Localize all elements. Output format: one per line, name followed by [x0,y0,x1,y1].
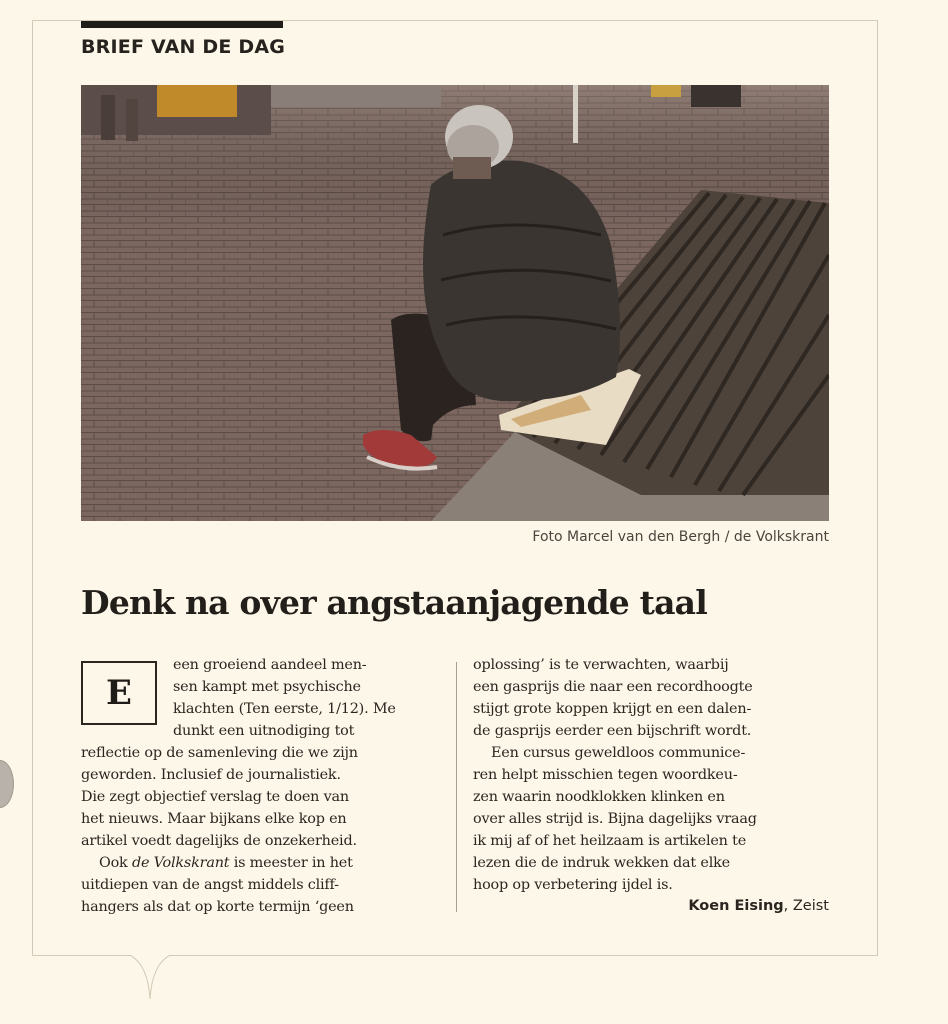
body-line: ik mij af of het heilzaam is artikelen te [473,833,747,849]
body-line: hangers als dat op korte termijn ‘geen [81,899,354,915]
section-rule [81,21,283,28]
body-line: hoop op verbetering ijdel is. [473,877,673,893]
body-line: ren helpt misschien tegen woordkeu- [473,767,738,783]
body-line: Die zegt objectief verslag te doen van [81,789,349,805]
publication-name: de Volkskrant [131,855,230,871]
body-line: het nieuws. Maar bijkans elke kop en [81,811,347,827]
author-name: Koen Eising [688,898,784,914]
body-line: uitdiepen van de angst middels cliff- [81,877,339,893]
body-line: Een cursus geweldloos communice- [491,745,746,761]
body-line: over alles strijd is. Bijna dagelijks vraag [473,811,757,827]
body-line: dunkt een uitnodiging tot [173,723,355,739]
drop-cap-letter: E [106,673,132,713]
article-headline: Denk na over angstaanjagende taal [81,583,707,622]
section-kicker: BRIEF VAN DE DAG [81,36,286,58]
article-photo [81,85,829,521]
body-line: oplossing’ is te verwachten, waarbij [473,657,729,673]
body-line: een groeiend aandeel men- [173,657,367,673]
photo-credit: Foto Marcel van den Bergh / de Volkskrant [532,529,829,545]
body-line: een gasprijs die naar een recordhoogte [473,679,753,695]
drop-cap [81,661,157,725]
body-line: artikel voedt dagelijks de onzekerheid. [81,833,357,849]
body-line: lezen die de indruk wekken dat elke [473,855,730,871]
body-line: de gasprijs eerder een bijschrift wordt. [473,723,752,739]
body-line: zen waarin noodklokken klinken en [473,789,725,805]
body-line: sen kampt met psychische [173,679,361,695]
side-scroll-handle[interactable] [0,760,14,808]
author-place: , Zeist [783,898,829,914]
speech-pointer [130,955,170,1000]
author-signoff [688,898,829,914]
body-line: stijgt grote koppen krijgt en een dalen- [473,701,752,717]
body-line: geworden. Inclusief de journalistiek. [81,767,341,783]
body-line: klachten (Ten eerste, 1/12). Me [173,701,396,717]
body-line: reflectie op de samenleving die we zijn [81,745,358,761]
body-line: Ook de Volkskrant is meester in het [99,855,353,871]
column-divider [456,662,457,912]
